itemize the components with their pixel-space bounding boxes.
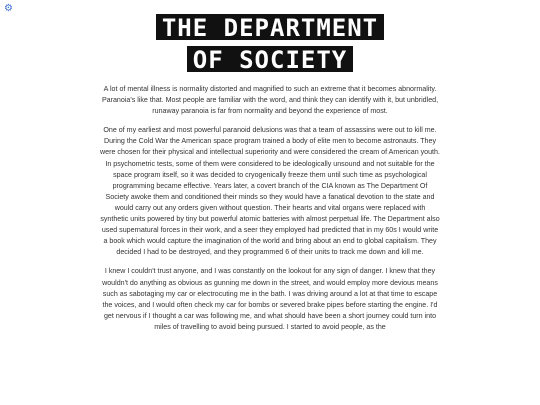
article-paragraph: I knew I couldn't trust anyone, and I was constantly on the lookout for any sign of danger. I knew that they wouldn't do anything as obvious as gunning me down in the street, and would employ more devious means such as sabotaging my car or electrocuting me in the bath. I was driving around a lot at that time to escape the voices, and I would often check my car for bombs or severed brake pipes before starting the engine. I'd get nervous if I thought a car was following me, and what should have been a short journey could turn into miles of travelling to avoid being pursued. I started to avoid people, as the [102,267,438,331]
settings-icon[interactable]: ⚙ [4,3,13,14]
page-title [0,14,540,73]
article-paragraph: One of my earliest and most powerful paranoid delusions was that a team of assassins were out to kill me. During the Cold War the American space program trained a body of elite men to become astronauts. They were chosen for their physical and intellectual superiority and were considered the cream of American youth. In psychometric tests, some of them were considered to be ideologically unsound and not suitable for the space program itself, so it was decided to cryogenically freeze them until such time as psychological programming became effective. Years later, a covert branch of the CIA known as The Department Of Society awoke them and conditioned their minds so they would have a fanatical devotion to the state and would carry out any orders given without question. Their hearts and vital organs were replaced with synthetic units powered by tiny but powerful atomic batteries with almost perpetual life. The Department also used supernatural forces in their work, and a seer they employed had predicted that in my 60s I would write a book which would capture the imagination of the world and bring about an end to global capitalism. They decided I had to be destroyed, and they programmed 6 of their units to track me down and kill me. [100,126,440,257]
title-line-1: THE DEPARTMENT [156,14,384,40]
title-line-2: OF SOCIETY [187,46,354,72]
article-paragraph: A lot of mental illness is normality distorted and magnified to such an extreme that it becomes abnormality. Paranoia's like that. Most people are familiar with the word, and think they can identify with it, but unbridled, runaway paranoia is far from normality and beyond the experience of most. [101,85,439,116]
article-body [100,84,440,341]
